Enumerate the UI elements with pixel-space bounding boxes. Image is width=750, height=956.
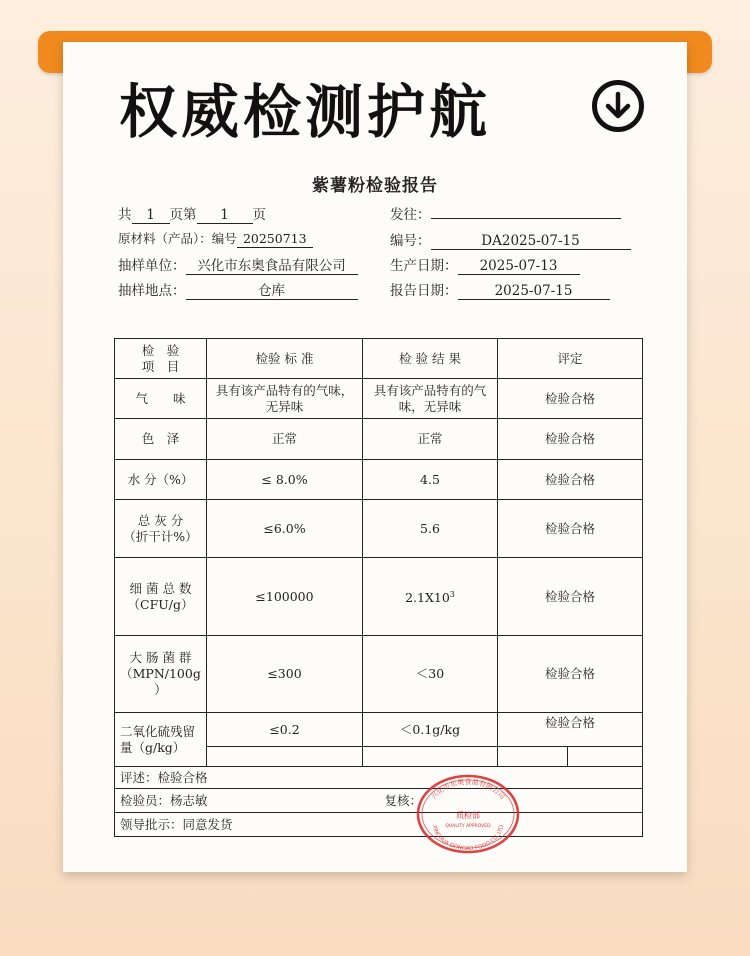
report-number: 编号： DA2025-07-15 <box>390 229 631 250</box>
row-item: 总 灰 分 （折干计%） <box>115 500 207 558</box>
blank-cell <box>498 747 568 767</box>
comment-row <box>115 767 643 789</box>
leader-row <box>115 813 643 837</box>
row-result: $2.1X10^3$ <box>363 558 498 636</box>
table-row <box>115 636 643 713</box>
row-standard: ≤100000 <box>207 558 363 636</box>
blank-cell <box>363 747 498 767</box>
headline: 权威检测护航 <box>118 78 491 146</box>
row-item: 气 味 <box>115 379 207 419</box>
row-standard: 正常 <box>207 419 363 460</box>
leader-cell: 领导批示：同意发货 <box>115 813 643 837</box>
row-standard: ≤300 <box>207 636 363 713</box>
material-code: 原材料（产品）：编号 20250713 <box>118 229 313 248</box>
header-judgment: 评定 <box>498 339 643 379</box>
blank-cell <box>207 747 363 767</box>
row-result: 5.6 <box>363 500 498 558</box>
row-result: 正常 <box>363 419 498 460</box>
row-result: 具有该产品特有的气味，无异味 <box>363 379 498 419</box>
svg-text:QUALITY APPROVED: QUALITY APPROVED <box>445 824 491 829</box>
row-standard: 具有该产品特有的气味，无异味 <box>207 379 363 419</box>
official-seal <box>415 774 521 854</box>
row-item: 二氧化硫残留 量（g/kg） <box>115 713 207 767</box>
header-standard: 检验 标 准 <box>207 339 363 379</box>
table-row <box>115 379 643 419</box>
row-result: ＜30 <box>363 636 498 713</box>
send-to: 发往： <box>390 203 621 223</box>
table-row <box>115 500 643 558</box>
row-item: 细 菌 总 数 （CFU/g） <box>115 558 207 636</box>
row-judgment: 检验合格 <box>498 460 643 500</box>
arrow-down-circle-icon[interactable] <box>592 80 644 132</box>
report-date: 报告日期： 2025-07-15 <box>390 279 610 300</box>
row-result: 4.5 <box>363 460 498 500</box>
row-judgment: 检验合格 <box>498 419 643 460</box>
row-result: ＜0.1g/kg <box>363 713 498 747</box>
header-item: 检 验 项 目 <box>115 339 207 379</box>
row-judgment: 检验合格 <box>498 713 643 747</box>
row-judgment: 检验合格 <box>498 500 643 558</box>
header-result: 检 验 结 果 <box>363 339 498 379</box>
table-row <box>115 460 643 500</box>
table-row <box>115 419 643 460</box>
comment-cell: 评述：检验合格 <box>115 767 643 789</box>
table-row <box>115 558 643 636</box>
page-indicator: 共 1 页第 1 页 <box>118 207 266 223</box>
sampling-unit: 抽样单位： 兴化市东奥食品有限公司 <box>118 254 358 275</box>
row-judgment: 检验合格 <box>498 379 643 419</box>
blank-cell <box>568 747 643 767</box>
row-item: 大 肠 菌 群 （MPN/100g ） <box>115 636 207 713</box>
svg-text:兴化市东奥食品有限公司: 兴化市东奥食品有限公司 <box>429 778 507 802</box>
svg-text:质检部: 质检部 <box>456 811 480 820</box>
row-standard: ≤ 8.0% <box>207 460 363 500</box>
row-judgment: 检验合格 <box>498 558 643 636</box>
inspection-table <box>114 338 643 837</box>
row-standard: ≤6.0% <box>207 500 363 558</box>
inspector-cell: 检验员：杨志敏 <box>115 789 363 813</box>
report-title: 紫薯粉检验报告 <box>312 176 438 196</box>
svg-text:XINGHUA DONGAO FOOD CO.,LTD: XINGHUA DONGAO FOOD CO.,LTD <box>430 824 506 853</box>
sampling-place: 抽样地点： 仓库 <box>118 279 358 300</box>
reviewer-cell: 复核： <box>363 789 643 813</box>
row-standard: ≤0.2 <box>207 713 363 747</box>
row-item: 色 泽 <box>115 419 207 460</box>
inspector-row <box>115 789 643 813</box>
production-date: 生产日期： 2025-07-13 <box>390 254 580 275</box>
row-judgment: 检验合格 <box>498 636 643 713</box>
row-item: 水 分（%） <box>115 460 207 500</box>
table-row <box>115 713 643 747</box>
table-header-row <box>115 339 643 379</box>
